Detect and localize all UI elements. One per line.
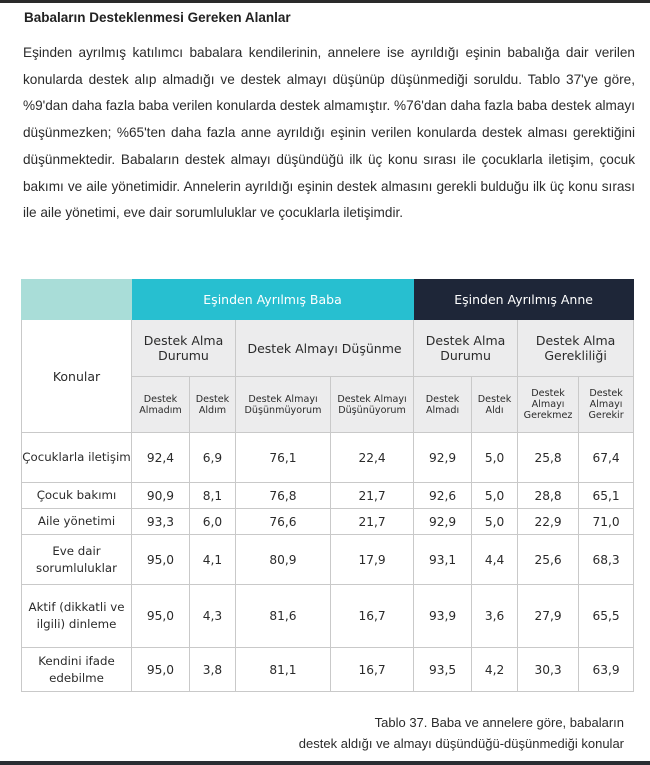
row-header-konular: Konular (22, 320, 132, 433)
value-cell: 63,9 (579, 648, 634, 692)
value-cell: 93,1 (414, 535, 472, 585)
value-cell: 5,0 (472, 483, 518, 509)
column-header: Destek Almadı (414, 377, 472, 433)
value-cell: 71,0 (579, 509, 634, 535)
value-cell: 95,0 (132, 535, 190, 585)
value-cell: 80,9 (236, 535, 331, 585)
value-cell: 81,1 (236, 648, 331, 692)
table-row (22, 585, 634, 648)
value-cell: 4,3 (190, 585, 236, 648)
body-paragraph: Eşinden ayrılmış katılımcı babalara kendilerinin, annelere ise ayrıldığı eşinin babalığa dair verilen konularda destek alıp almadığı ve destek almayı düşünüp düşünmediği soruldu. Tablo 37'ye göre, %9'dan daha fazla baba verilen konularda destek almamıştır. %76'dan daha fazla baba destek almayı düşünmezken; %65'ten daha fazla anne ayrıldığı eşinin verilen konularda destek alması gerektiğini düşünmektedir. Babaların destek almayı düşündüğü ilk üç konu sırası ile çocuklarla iletişim, çocuk bakımı ve aile yönetimidir. Annelerin ayrıldığı eşinin destek almasını gerekli bulduğu ilk üç konu sırası ile aile yönetimi, eve dair sorumluluklar ve çocuklarla iletişimdir. (23, 45, 635, 221)
value-cell: 21,7 (331, 509, 414, 535)
value-cell: 76,8 (236, 483, 331, 509)
value-cell: 92,9 (414, 509, 472, 535)
value-cell: 22,4 (331, 433, 414, 483)
column-header: Destek Almayı Düşünmüyorum (236, 377, 331, 433)
column-header: Destek Almayı Gerekmez (518, 377, 579, 433)
value-cell: 16,7 (331, 648, 414, 692)
value-cell: 25,8 (518, 433, 579, 483)
subgroup-header: Destek Alma Durumu (132, 320, 236, 377)
group-header-baba: Eşinden Ayrılmış Baba (132, 280, 414, 320)
group-header-row (22, 280, 634, 320)
value-cell: 30,3 (518, 648, 579, 692)
value-cell: 28,8 (518, 483, 579, 509)
subgroup-header-row (22, 320, 634, 377)
table-caption (299, 712, 624, 754)
value-cell: 3,8 (190, 648, 236, 692)
value-cell: 68,3 (579, 535, 634, 585)
value-cell: 27,9 (518, 585, 579, 648)
column-header: Destek Almadım (132, 377, 190, 433)
value-cell: 22,9 (518, 509, 579, 535)
value-cell: 4,2 (472, 648, 518, 692)
value-cell: 65,1 (579, 483, 634, 509)
bottom-border (0, 761, 650, 765)
topic-cell: Aile yönetimi (22, 509, 132, 535)
value-cell: 92,9 (414, 433, 472, 483)
subgroup-header: Destek Almayı Düşünme (236, 320, 414, 377)
value-cell: 81,6 (236, 585, 331, 648)
table-row (22, 483, 634, 509)
value-cell: 93,9 (414, 585, 472, 648)
value-cell: 90,9 (132, 483, 190, 509)
value-cell: 6,9 (190, 433, 236, 483)
value-cell: 93,3 (132, 509, 190, 535)
support-table (21, 279, 634, 692)
value-cell: 3,6 (472, 585, 518, 648)
table-row (22, 509, 634, 535)
table-row (22, 535, 634, 585)
topic-cell: Çocuklarla iletişim (22, 433, 132, 483)
blank-header-cell (22, 280, 132, 320)
value-cell: 93,5 (414, 648, 472, 692)
value-cell: 92,6 (414, 483, 472, 509)
value-cell: 16,7 (331, 585, 414, 648)
value-cell: 25,6 (518, 535, 579, 585)
value-cell: 8,1 (190, 483, 236, 509)
caption-line-1: Tablo 37. Baba ve annelere göre, babaların (374, 715, 624, 730)
table-row (22, 648, 634, 692)
value-cell: 95,0 (132, 585, 190, 648)
value-cell: 95,0 (132, 648, 190, 692)
value-cell: 6,0 (190, 509, 236, 535)
top-border (0, 0, 650, 3)
table-row (22, 433, 634, 483)
value-cell: 4,1 (190, 535, 236, 585)
value-cell: 5,0 (472, 433, 518, 483)
value-cell: 92,4 (132, 433, 190, 483)
topic-cell: Kendini ifade edebilme (22, 648, 132, 692)
table-body (22, 433, 634, 692)
subgroup-header: Destek Alma Durumu (414, 320, 518, 377)
value-cell: 76,6 (236, 509, 331, 535)
value-cell: 4,4 (472, 535, 518, 585)
caption-line-2: destek aldığı ve almayı düşündüğü-düşünmediği konular (298, 736, 624, 751)
topic-cell: Eve dair sorumluluklar (22, 535, 132, 585)
section-heading: Babaların Desteklenmesi Gereken Alanlar (24, 10, 291, 25)
value-cell: 5,0 (472, 509, 518, 535)
value-cell: 67,4 (579, 433, 634, 483)
topic-cell: Aktif (dikkatli ve ilgili) dinleme (22, 585, 132, 648)
group-header-anne: Eşinden Ayrılmış Anne (414, 280, 634, 320)
topic-cell: Çocuk bakımı (22, 483, 132, 509)
value-cell: 17,9 (331, 535, 414, 585)
column-header: Destek Almayı Düşünüyorum (331, 377, 414, 433)
value-cell: 65,5 (579, 585, 634, 648)
column-header: Destek Almayı Gerekir (579, 377, 634, 433)
value-cell: 21,7 (331, 483, 414, 509)
column-header: Destek Aldı (472, 377, 518, 433)
subgroup-header: Destek Alma Gerekliliği (518, 320, 634, 377)
value-cell: 76,1 (236, 433, 331, 483)
column-header: Destek Aldım (190, 377, 236, 433)
